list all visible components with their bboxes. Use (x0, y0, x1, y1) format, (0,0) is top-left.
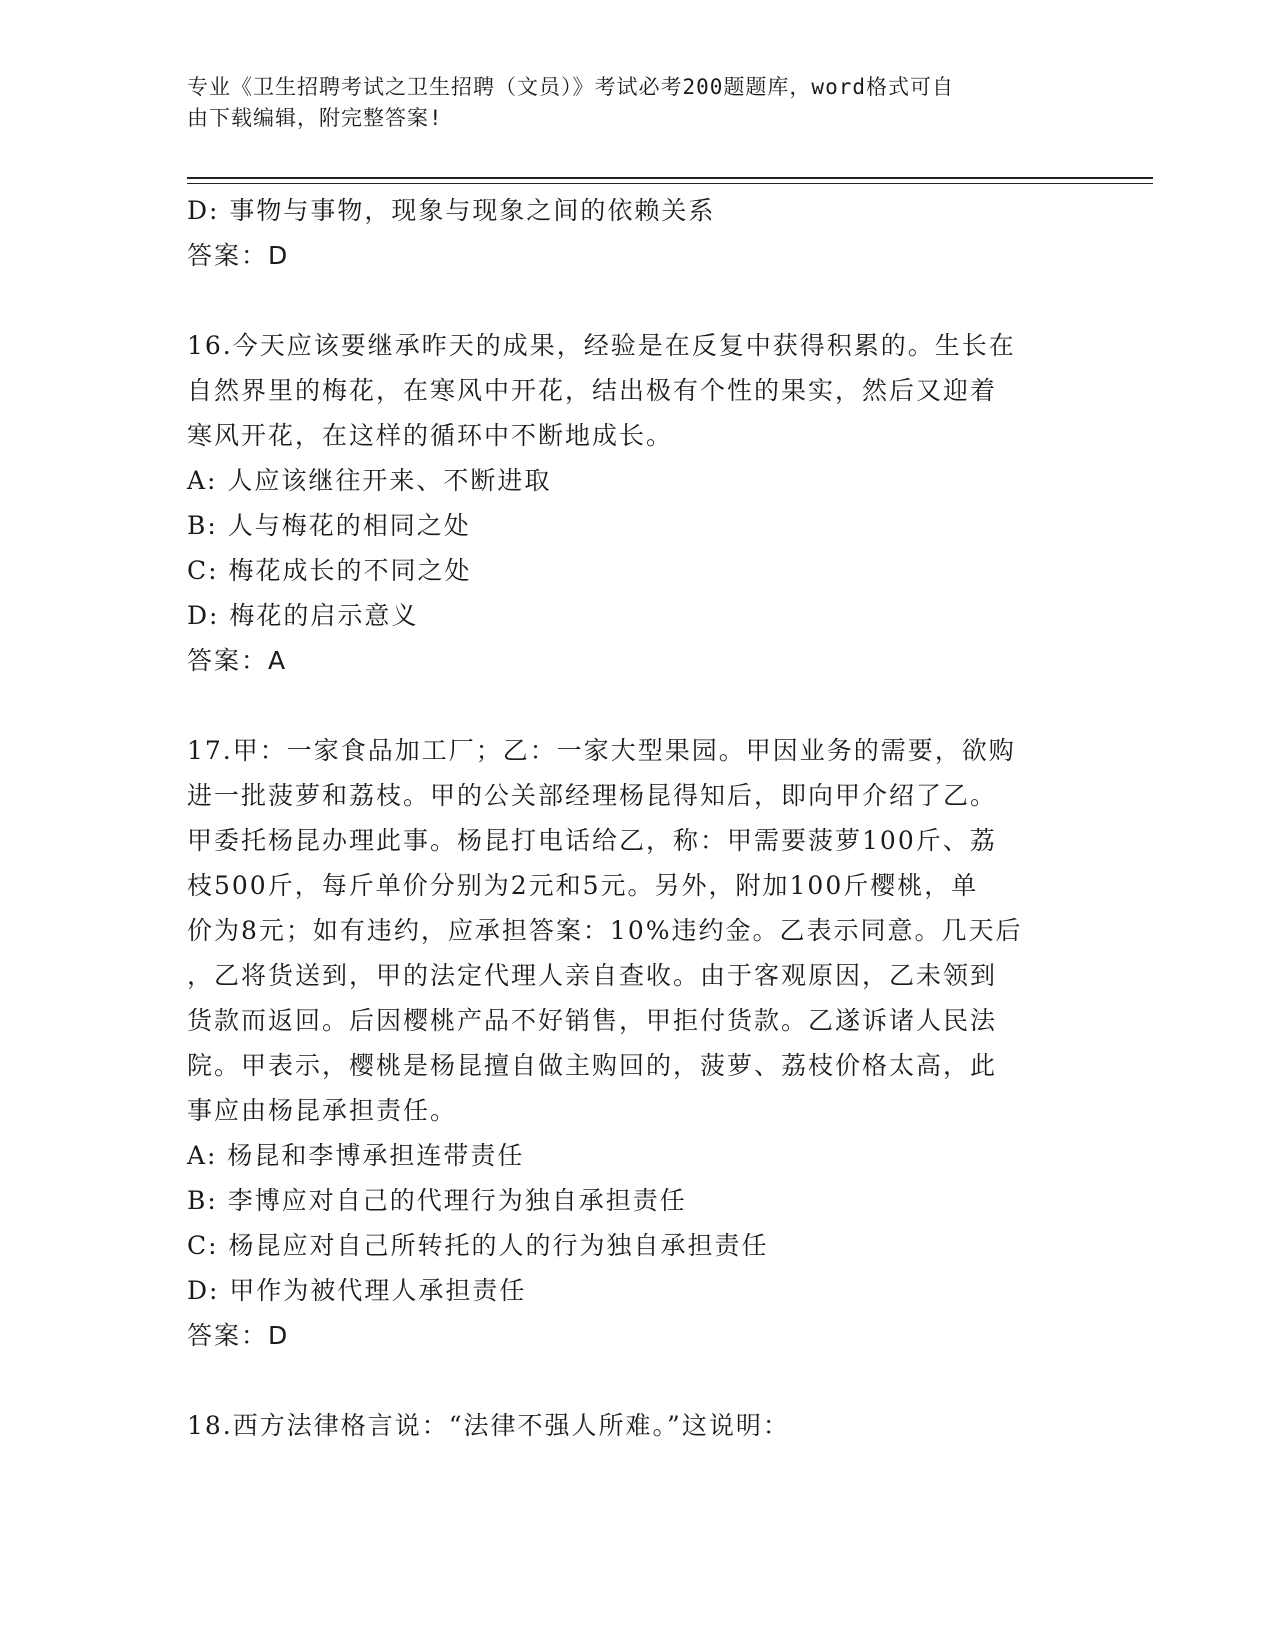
option-d: D: 事物与事物，现象与现象之间的依赖关系 (187, 196, 716, 225)
stem-line: 价为8元；如有违约，应承担答案：10%违约金。乙表示同意。几天后 (187, 916, 1023, 945)
stem-line: 院。甲表示，樱桃是杨昆擅自做主购回的，菠萝、荔枝价格太高，此 (187, 1051, 998, 1080)
question-stem (187, 323, 1087, 458)
stem-line: ，乙将货送到，甲的法定代理人亲自查收。由于客观原因，乙未领到 (187, 961, 998, 990)
document-body (187, 188, 1087, 1448)
option-b: B: 人与梅花的相同之处 (187, 511, 471, 540)
carryover-block (187, 188, 1087, 278)
question-stem (187, 1403, 1087, 1448)
answer-line: 答案：D (187, 241, 290, 270)
stem-line: 17.甲：一家食品加工厂；乙：一家大型果园。甲因业务的需要，欲购 (187, 736, 1016, 765)
spacer (187, 683, 1087, 728)
answer-line: 答案：D (187, 1321, 290, 1350)
stem-line: 进一批菠萝和荔枝。甲的公关部经理杨昆得知后，即向甲介绍了乙。 (187, 781, 998, 810)
option-d: D: 甲作为被代理人承担责任 (187, 1276, 527, 1305)
answer-line: 答案：A (187, 646, 288, 675)
stem-line: 18.西方法律格言说：“法律不强人所难。”这说明： (187, 1411, 790, 1440)
option-d: D: 梅花的启示意义 (187, 601, 419, 630)
header-line-1: 专业《卫生招聘考试之卫生招聘（文员）》考试必考200题题库，word格式可自 (187, 75, 954, 99)
option-b: B: 李博应对自己的代理行为独自承担责任 (187, 1186, 687, 1215)
header-line-2: 由下载编辑，附完整答案! (187, 106, 443, 130)
stem-line: 16.今天应该要继承昨天的成果，经验是在反复中获得积累的。生长在 (187, 331, 1016, 360)
option-a: A: 杨昆和李博承担连带责任 (187, 1141, 525, 1170)
stem-line: 货款而返回。后因樱桃产品不好销售，甲拒付货款。乙遂诉诸人民法 (187, 1006, 998, 1035)
question-stem (187, 728, 1087, 1133)
stem-line: 自然界里的梅花，在寒风中开花，结出极有个性的果实，然后又迎着 (187, 376, 998, 405)
stem-line: 枝500斤，每斤单价分别为2元和5元。另外，附加100斤樱桃，单 (187, 871, 979, 900)
option-c: C: 梅花成长的不同之处 (187, 556, 472, 585)
stem-line: 甲委托杨昆办理此事。杨昆打电话给乙，称：甲需要菠萝100斤、荔 (187, 826, 997, 855)
option-a: A: 人应该继往开来、不断进取 (187, 466, 552, 495)
stem-line: 事应由杨昆承担责任。 (187, 1096, 458, 1125)
question-16 (187, 323, 1087, 683)
spacer (187, 278, 1087, 323)
header-rule-thick (187, 177, 1153, 179)
header-rule-thin (187, 183, 1153, 184)
option-c: C: 杨昆应对自己所转托的人的行为独自承担责任 (187, 1231, 769, 1260)
question-18 (187, 1403, 1087, 1448)
spacer (187, 1358, 1087, 1403)
question-17 (187, 728, 1087, 1358)
stem-line: 寒风开花，在这样的循环中不断地成长。 (187, 421, 674, 450)
page-header (187, 72, 1067, 134)
